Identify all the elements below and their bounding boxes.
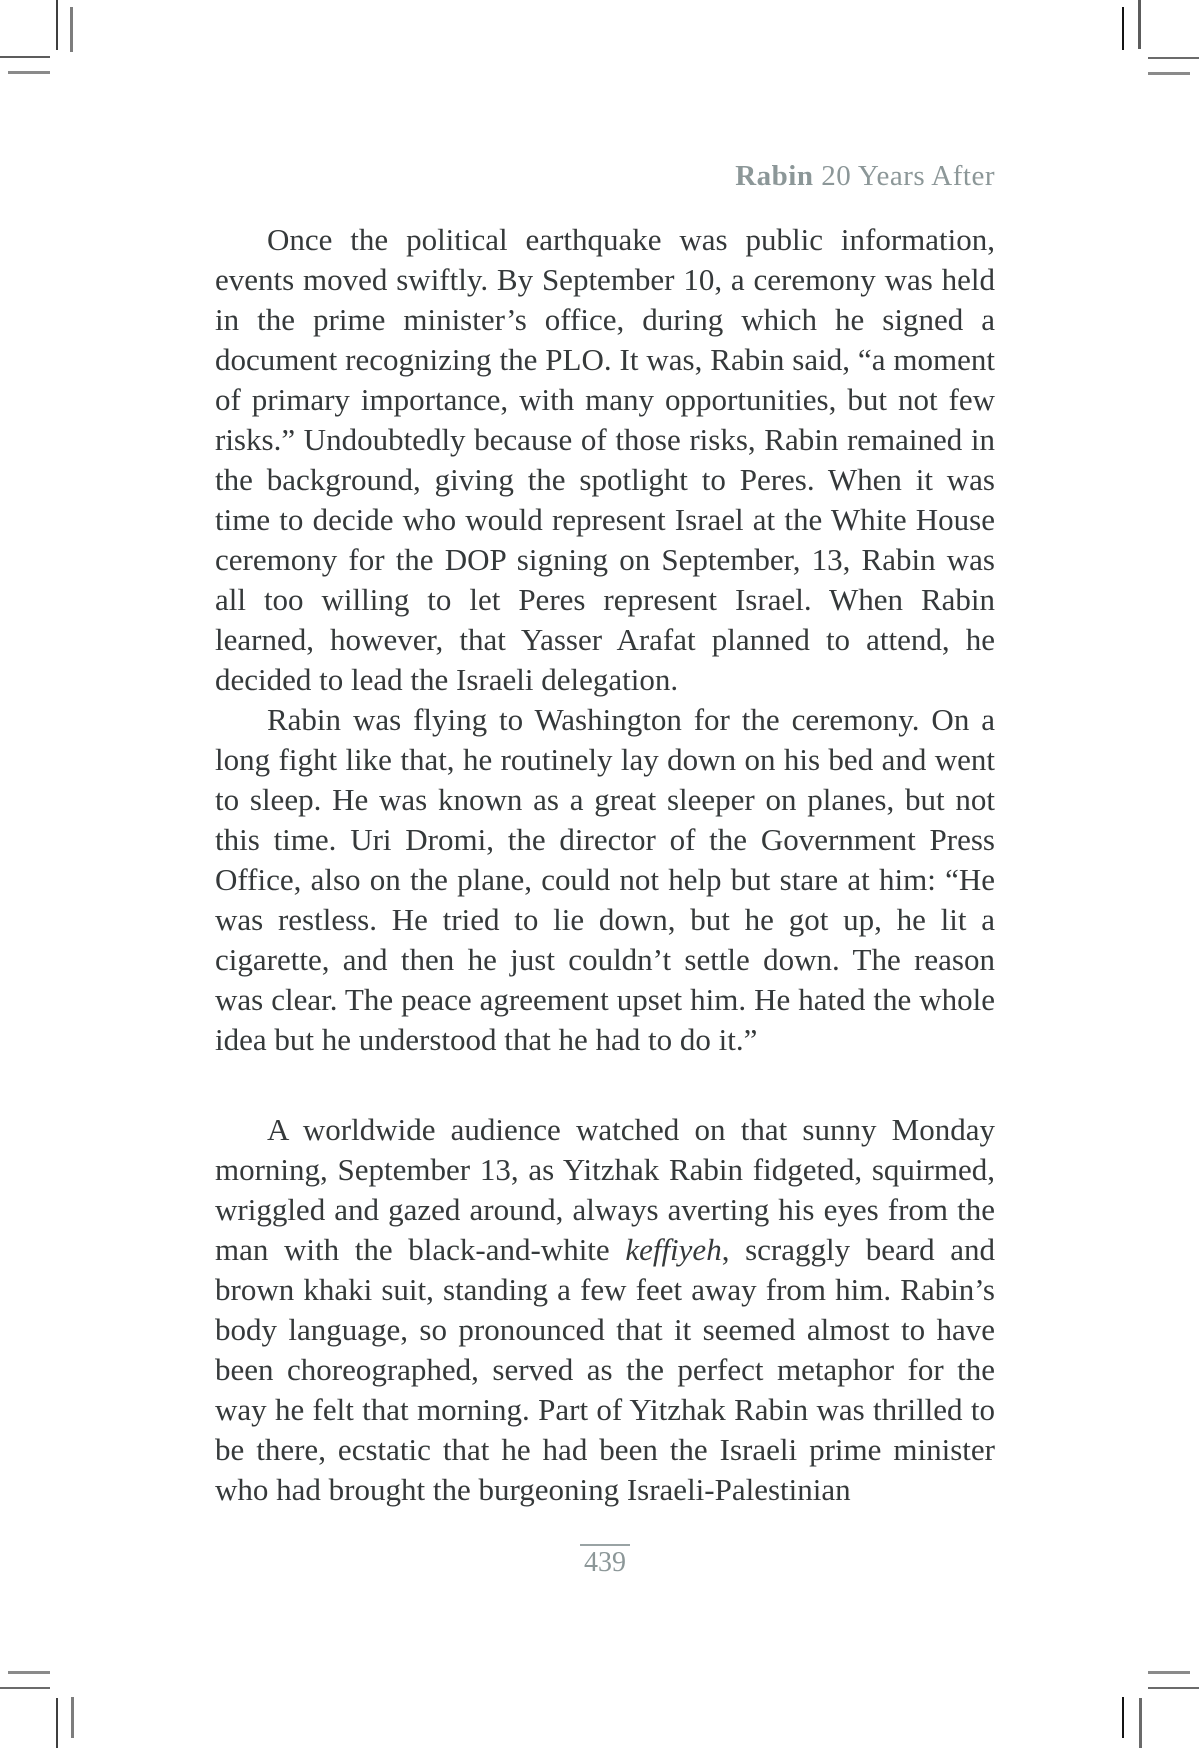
crop-mark-bottom-right-horizontal-1 — [1148, 1671, 1190, 1674]
page-number: 439 — [580, 1544, 630, 1579]
paragraph-1: Once the political earthquake was public information, events moved swiftly. By September 10, a ceremony was held in the prime minister’s office, during which he signed a document recognizing the PLO. It was, Rabin said, “a moment of primary importance, with many opportunities, but not few risks.” Undoubtedly because of those risks, Rabin remained in the background, giving the spotlight to Peres. When it was time to decide who would represent Israel at the White House ceremony for the DOP signing on September, 13, Rabin was all too willing to let Peres represent Israel. When Rabin learned, however, that Yasser Arafat planned to attend, he decided to lead the Israeli delegation. — [215, 222, 995, 697]
crop-mark-bottom-right-vertical-2 — [1139, 1698, 1142, 1748]
crop-mark-bottom-left-vertical-1 — [56, 1698, 58, 1748]
paragraph-3-text-after-italic: , scraggly beard and brown khaki suit, standing a few feet away from him. Rabin’s body language, so pronounced that it seemed almost to have been choreographed, served as the perfect metaphor for the way he felt that morning. Part of Yitzhak Rabin was thrilled to be there, ecstatic that he had been the Israeli prime minister who had brought the burgeoning Israeli-Palestinian — [215, 1232, 995, 1507]
crop-mark-bottom-left-horizontal-1 — [8, 1671, 50, 1674]
crop-mark-top-left-vertical-1 — [56, 0, 58, 50]
crop-mark-bottom-left-vertical-2 — [71, 1697, 74, 1738]
paragraph-2: Rabin was flying to Washington for the ceremony. On a long fight like that, he routinely lay down on his bed and went to sleep. He was known as a great sleeper on planes, but not this time. Uri Dromi, the director of the Government Press Office, also on the plane, could not help but stare at him: “He was restless. He tried to lie down, but he got up, he lit a cigarette, and then he just couldn’t settle down. The reason was clear. The peace agreement upset him. He hated the whole idea but he understood that he had to do it.” — [215, 702, 995, 1057]
running-head-subtitle: 20 Years After — [813, 160, 995, 192]
paragraph-3-text-before-italic: A worldwide audience watched on that sunny Monday morning, September 13, as Yitzhak Rabin fidgeted, squirmed, wriggled and gazed around, always averting his eyes from the man with the black-and-white — [215, 1112, 995, 1267]
crop-mark-top-left-horizontal-2 — [8, 71, 50, 74]
crop-mark-top-right-vertical-1 — [1122, 7, 1124, 50]
crop-mark-bottom-left-horizontal-2 — [0, 1687, 50, 1689]
folio — [215, 1544, 995, 1579]
page-body — [215, 220, 995, 1510]
running-head — [215, 160, 995, 192]
crop-mark-bottom-right-horizontal-2 — [1148, 1687, 1199, 1689]
crop-mark-top-right-vertical-2 — [1138, 0, 1141, 49]
paragraph-3 — [215, 1110, 995, 1510]
crop-mark-top-left-horizontal-1 — [0, 56, 50, 58]
paragraph-3-italic-word: keffiyeh — [625, 1232, 722, 1267]
running-head-book-title: Rabin — [735, 160, 814, 192]
crop-mark-top-right-horizontal-1 — [1148, 57, 1199, 59]
crop-mark-top-left-vertical-2 — [70, 7, 73, 52]
crop-mark-bottom-right-vertical-1 — [1122, 1697, 1124, 1738]
crop-mark-top-right-horizontal-2 — [1148, 72, 1190, 75]
